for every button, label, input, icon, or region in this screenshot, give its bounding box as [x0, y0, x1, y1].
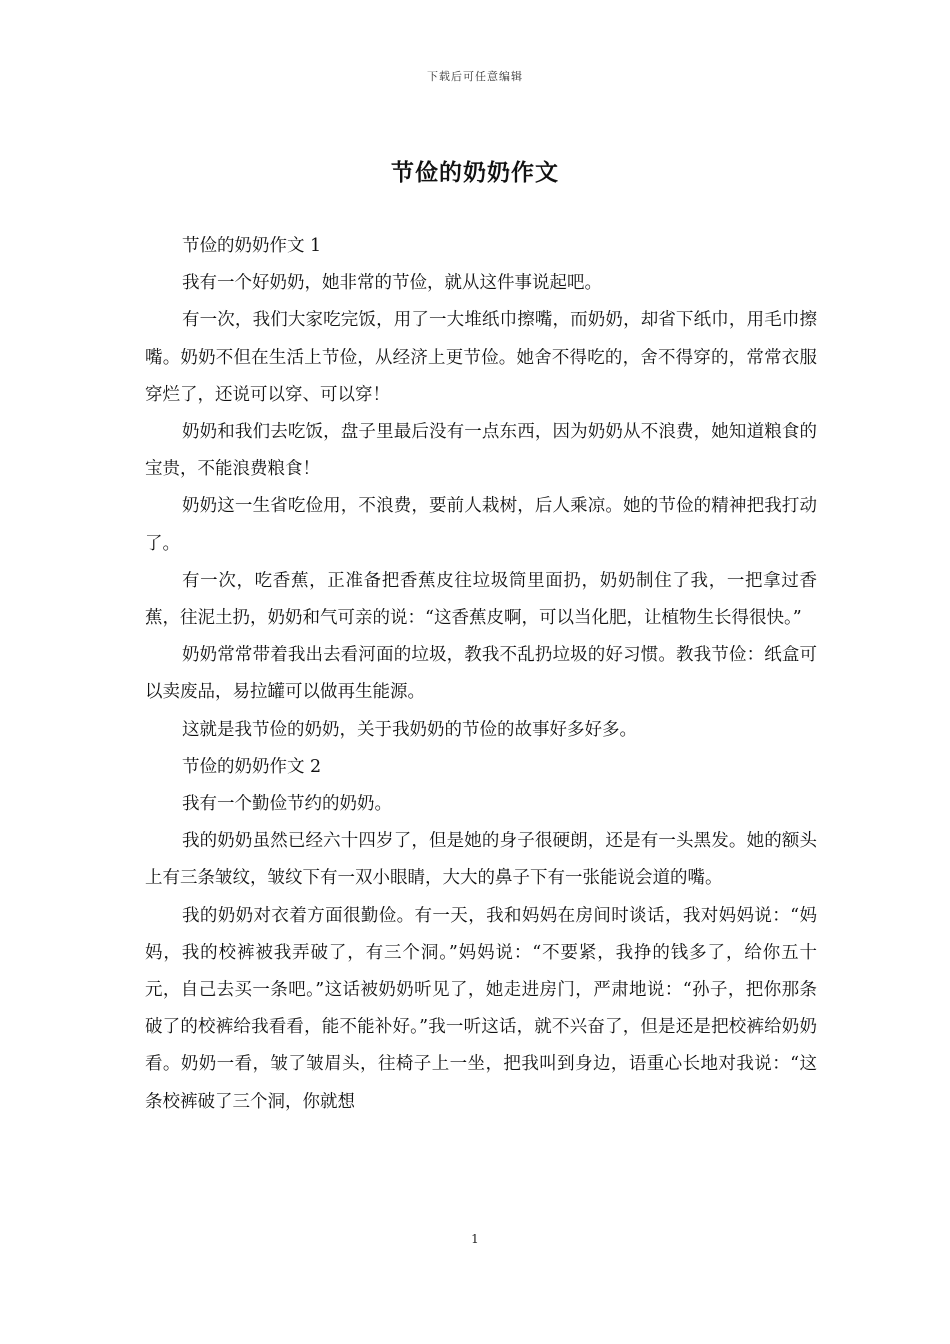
paragraph: 奶奶常常带着我出去看河面的垃圾，教我不乱扔垃圾的好习惯。教我节俭：纸盒可以卖废品，易拉罐可以做再生能源。: [145, 645, 817, 703]
page-number: 1: [471, 1232, 479, 1246]
paragraph: 奶奶这一生省吃俭用，不浪费，要前人栽树，后人乘凉。她的节俭的精神把我打动了。: [145, 496, 817, 554]
document-body: [145, 228, 817, 1121]
section-heading-1: 节俭的奶奶作文 1: [182, 236, 322, 256]
paragraph: 我的奶奶对衣着方面很勤俭。有一天，我和妈妈在房间时谈话，我对妈妈说：“妈妈，我的校裤被我弄破了，有三个洞。”妈妈说：“不要紧，我挣的钱多了，给你五十元，自己去买一条吧。”这话被奶奶听见了，她走进房门，严肃地说：“孙子，把你那条破了的校裤给我看看，能不能补好。”我一听这话，就不兴奋了，但是还是把校裤给奶奶看。奶奶一看，皱了皱眉头，往椅子上一坐，把我叫到身边，语重心长地对我说：“这条校裤破了三个洞，你就想: [145, 905, 817, 1112]
paragraph: 我有一个好奶奶，她非常的节俭，就从这件事说起吧。: [182, 273, 602, 294]
document-title: 节俭的奶奶作文: [391, 159, 559, 186]
paragraph: 有一次，吃香蕉，正准备把香蕉皮往垃圾筒里面扔，奶奶制住了我，一把拿过香蕉，往泥土扔，奶奶和气可亲的说：“这香蕉皮啊，可以当化肥，让植物生长得很快。”: [145, 570, 817, 629]
section-heading-2: 节俭的奶奶作文 2: [182, 756, 322, 777]
paragraph: 有一次，我们大家吃完饭，用了一大堆纸巾擦嘴，而奶奶，却省下纸巾，用毛巾擦嘴。奶奶不但在生活上节俭，从经济上更节俭。她舍不得吃的，舍不得穿的，常常衣服穿烂了，还说可以穿、可以穿！: [145, 310, 817, 405]
paragraph: 我的奶奶虽然已经六十四岁了，但是她的身子很硬朗，还是有一头黑发。她的额头上有三条皱纹，皱纹下有一双小眼睛，大大的鼻子下有一张能说会道的嘴。: [145, 831, 817, 889]
paragraph: 这就是我节俭的奶奶，关于我奶奶的节俭的故事好多好多。: [182, 719, 637, 740]
paragraph: 奶奶和我们去吃饭，盘子里最后没有一点东西，因为奶奶从不浪费，她知道粮食的宝贵，不能浪费粮食！: [145, 422, 817, 480]
header-note: 下载后可任意编辑: [427, 70, 523, 83]
paragraph: 我有一个勤俭节约的奶奶。: [182, 794, 392, 815]
